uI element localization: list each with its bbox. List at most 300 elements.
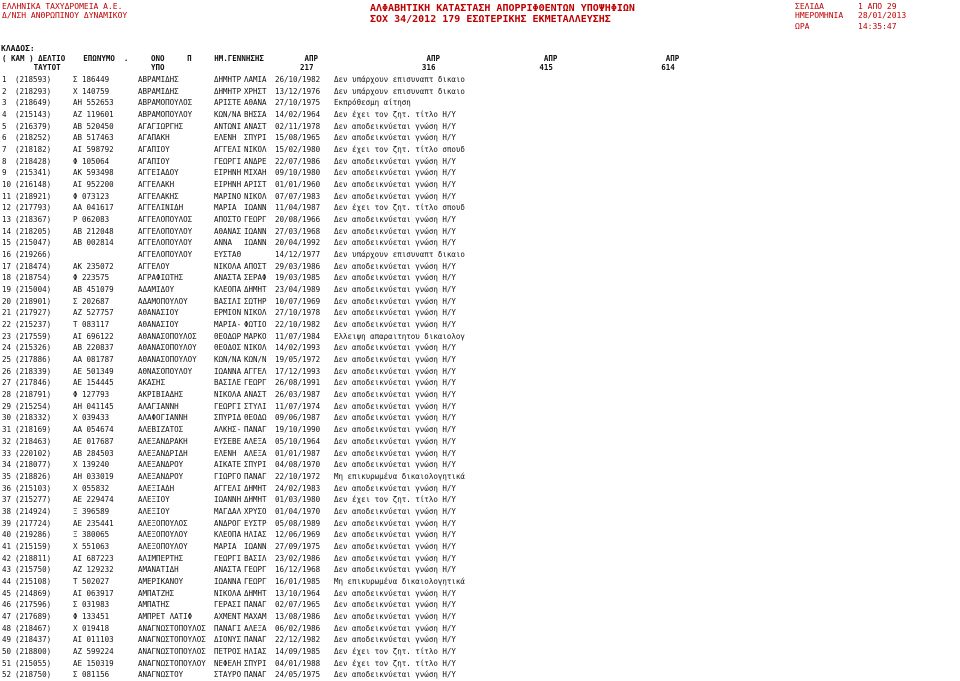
klados-label: ΚΛΑΔΟΣ:	[1, 44, 35, 53]
row-number: 10	[2, 180, 12, 190]
row-number: 9	[2, 168, 7, 178]
id-card: Ρ 062083	[73, 215, 110, 225]
surname: ΑΛΙΜΠΕΡΤΗΣ	[138, 553, 184, 563]
birth-date: 05/10/1964	[275, 436, 321, 446]
father-name: ΚΩΝ/Ν	[244, 355, 267, 365]
surname: ΑΛΕΞΟΠΟΥΛΟΥ	[138, 530, 188, 540]
father-name: ΠΑΝΑΓ	[244, 670, 267, 680]
birth-date: 05/08/1989	[275, 518, 321, 528]
id-card: Σ 031983	[73, 600, 110, 610]
birth-date: 20/08/1966	[275, 215, 321, 225]
id-card: ΑΗ 552653	[73, 98, 114, 108]
table-row	[0, 249, 960, 261]
table-row	[0, 354, 960, 366]
father-name: ΑΛΕΞΑ	[244, 436, 267, 446]
rejection-reason: Δεν αποδεικνύεται γνώση Η/Υ	[334, 541, 456, 551]
father-name: ΙΩΑΝΝ	[244, 203, 267, 213]
father-name: ΧΡΗΣΤ	[244, 86, 267, 96]
table-row	[0, 342, 960, 354]
birth-date: 15/08/1965	[275, 133, 321, 143]
birth-date: 01/01/1960	[275, 180, 321, 190]
applicant-code: (218791)	[15, 390, 52, 400]
surname: ΑΒΡΑΜΙΔΗΣ	[138, 86, 179, 96]
id-card: Φ 105064	[73, 156, 110, 166]
surname: ΑΛΑΓΙΑΝΝΗ	[138, 401, 179, 411]
row-number: 13	[2, 215, 12, 225]
first-name: ΑΠΟΣΤΟ	[214, 215, 242, 225]
table-row	[0, 658, 960, 670]
first-name: ΔΙΟΝΥΣ	[214, 635, 242, 645]
surname: ΑΜΠΑΤΖΗΣ	[138, 588, 175, 598]
applicant-code: (216148)	[15, 180, 52, 190]
father-name: ΜΑΡΚΟ	[244, 331, 267, 341]
table-row	[0, 424, 960, 436]
applicant-code: (215159)	[15, 541, 52, 551]
surname: ΑΛΕΞΑΝΔΡΙΔΗ	[138, 448, 188, 458]
row-number: 45	[2, 588, 12, 598]
rejection-reason: Δεν αποδεικνύεται γνώση Η/Υ	[334, 623, 456, 633]
row-number: 2	[2, 86, 7, 96]
father-name: ΣΤΥΛΙ	[244, 401, 267, 411]
rejection-reason: Δεν έχει τον ζητ. τίτλο σπουδ	[334, 203, 465, 213]
applicant-code: (217793)	[15, 203, 52, 213]
report-title: ΑΛΦΑΒΗΤΙΚΗ ΚΑΤΑΣΤΑΣΗ ΑΠΟΡΡΙΦΘΕΝΤΩΝ ΥΠΟΨΗΦΙΩΝ	[370, 3, 635, 14]
birth-date: 13/08/1986	[275, 611, 321, 621]
applicant-code: (218463)	[15, 436, 52, 446]
surname: ΑΛΕΒΙΖΑΤΟΣ	[138, 425, 184, 435]
table-row	[0, 553, 960, 565]
id-card: ΑΖ 599224	[73, 646, 114, 656]
father-name: ΑΛΕΞΑ	[244, 448, 267, 458]
id-card: ΑΑ 081787	[73, 355, 114, 365]
first-name: ΘΕΟΔΩΡ	[214, 331, 242, 341]
father-name: ΠΑΝΑΓ	[244, 425, 267, 435]
row-number: 32	[2, 436, 12, 446]
rejection-reason: Μη επικυρωμένα δικαιολογητικά	[334, 576, 465, 586]
surname: ΑΓΓΕΙΑΔΟΥ	[138, 168, 179, 178]
applicant-code: (218169)	[15, 425, 52, 435]
rejection-reason: Δεν αποδεικνύεται γνώση Η/Υ	[334, 308, 456, 318]
surname: ΑΝΑΓΝΩΣΤΟΠΟΥΛΟΣ	[138, 635, 206, 645]
rejection-reason: Δεν αποδεικνύεται γνώση Η/Υ	[334, 483, 456, 493]
first-name: ΑΓΓΕΛΙ	[214, 483, 242, 493]
row-number: 28	[2, 390, 12, 400]
id-card: Σ 186449	[73, 75, 110, 84]
first-name: ΙΩΑΝΝΑ	[214, 576, 242, 586]
row-number: 7	[2, 145, 7, 155]
row-number: 27	[2, 378, 12, 388]
applicant-code: (215103)	[15, 483, 52, 493]
applicant-code: (217886)	[15, 355, 52, 365]
id-card: Χ 140759	[73, 86, 110, 96]
rejection-reason: Δεν αποδεικνύεται γνώση Η/Υ	[334, 273, 456, 283]
table-row	[0, 366, 960, 378]
birth-date: 26/03/1987	[275, 390, 321, 400]
first-name: ΜΑΡΙΑ	[214, 541, 237, 551]
applicant-code: (219286)	[15, 530, 52, 540]
rejection-reason: Ελλειψη απαραιτητου δικαιολογ	[334, 331, 465, 341]
table-row	[0, 389, 960, 401]
surname: ΑΘΑΝΑΣΟΠΟΥΛΟΥ	[138, 355, 197, 365]
column-header-line-2: ΤΑΥΤΟΤ ΥΠΟ 217 316 415 614	[2, 63, 675, 72]
row-number: 47	[2, 611, 12, 621]
rejection-reason: Δεν αποδεικνύεται γνώση Η/Υ	[334, 320, 456, 330]
father-name: ΑΝΑΣΤ	[244, 390, 267, 400]
surname: ΑΓΑΠΑΚΗ	[138, 133, 170, 143]
first-name: ΓΙΩΡΓΟ	[214, 471, 242, 481]
row-number: 39	[2, 518, 12, 528]
id-card: ΑΚ 235072	[73, 261, 114, 271]
applicant-code: (218293)	[15, 86, 52, 96]
first-name: ΓΕΩΡΓΙ	[214, 401, 242, 411]
birth-date: 24/05/1975	[275, 670, 321, 680]
birth-date: 27/09/1975	[275, 541, 321, 551]
row-number: 22	[2, 320, 12, 330]
birth-date: 09/10/1980	[275, 168, 321, 178]
id-card: ΑΒ 520450	[73, 121, 114, 131]
surname: ΑΜΕΡΙΚΑΝΟΥ	[138, 576, 184, 586]
first-name: ΑΝΑΣΤΑ	[214, 273, 242, 283]
surname: ΑΝΑΓΝΩΣΤΟΠΟΥΛΟΣ	[138, 646, 206, 656]
row-number: 12	[2, 203, 12, 213]
table-row	[0, 156, 960, 168]
id-card: ΑΙ 952200	[73, 180, 114, 190]
page-value: 1 ΑΠΟ 29	[858, 2, 897, 11]
row-number: 30	[2, 413, 12, 423]
id-card: ΑΕ 501349	[73, 366, 114, 376]
applicant-code: (215055)	[15, 658, 52, 668]
surname: ΑΚΑΣΗΣ	[138, 378, 166, 388]
first-name: ΑΙΚΑΤΕ	[214, 460, 242, 470]
father-name: ΠΑΝΑΓ	[244, 600, 267, 610]
row-number: 20	[2, 296, 12, 306]
rejection-reason: Δεν έχει τον ζητ. τίτλο σπουδ	[334, 145, 465, 155]
surname: ΑΓΓΕΛΟΠΟΥΛΟΣ	[138, 215, 193, 225]
applicant-code: (217689)	[15, 611, 52, 621]
table-row	[0, 588, 960, 600]
first-name: ΜΑΡΙΑ	[214, 203, 237, 213]
birth-date: 27/03/1968	[275, 226, 321, 236]
first-name: ΕΛΕΝΗ	[214, 133, 237, 143]
applicant-code: (218339)	[15, 366, 52, 376]
father-name: ΑΝΑΣΤ	[244, 121, 267, 131]
rejection-reason: Δεν αποδεικνύεται γνώση Η/Υ	[334, 635, 456, 645]
rejection-reason: Δεν αποδεικνύεται γνώση Η/Υ	[334, 215, 456, 225]
org-line-2: Δ/ΝΣΗ ΑΝΘΡΩΠΙΝΟΥ ΔΥΝΑΜΙΚΟΥ	[2, 11, 128, 20]
rejection-reason: Δεν υπάρχουν επισυναπτ δικαιο	[334, 86, 465, 96]
applicant-table	[0, 74, 960, 681]
applicant-code: (218428)	[15, 156, 52, 166]
id-card: ΑΑ 041617	[73, 203, 114, 213]
father-name: ΜΑΧΑΜ	[244, 611, 267, 621]
row-number: 24	[2, 343, 12, 353]
row-number: 36	[2, 483, 12, 493]
birth-date: 11/04/1987	[275, 203, 321, 213]
rejection-reason: Δεν αποδεικνύεται γνώση Η/Υ	[334, 401, 456, 411]
id-card: ΑΒ 220837	[73, 343, 114, 353]
father-name: ΑΝΔΡΕ	[244, 156, 267, 166]
surname: ΑΛΕΞΟΠΟΥΛΟΣ	[138, 518, 188, 528]
first-name: ΓΕΩΡΓΙ	[214, 553, 242, 563]
id-card: ΑΖ 129232	[73, 565, 114, 575]
row-number: 42	[2, 553, 12, 563]
id-card: ΑΙ 687223	[73, 553, 114, 563]
rejection-reason: Δεν αποδεικνύεται γνώση Η/Υ	[334, 121, 456, 131]
rejection-reason: Δεν αποδεικνύεται γνώση Η/Υ	[334, 530, 456, 540]
table-row	[0, 167, 960, 179]
birth-date: 04/01/1988	[275, 658, 321, 668]
applicant-code: (218467)	[15, 623, 52, 633]
surname: ΑΓΓΕΛΟΠΟΥΛΟΥ	[138, 238, 193, 248]
birth-date: 22/12/1982	[275, 635, 321, 645]
first-name: ΓΕΡΑΣΙ	[214, 600, 242, 610]
id-card: ΑΖ 119601	[73, 110, 114, 120]
father-name: ΑΓΓΕΛ	[244, 366, 267, 376]
father-name: ΗΛΙΑΣ	[244, 646, 267, 656]
row-number: 14	[2, 226, 12, 236]
rejection-reason: Δεν έχει τον ζητ. τίτλο Η/Υ	[334, 646, 456, 656]
id-card: ΑΕ 235441	[73, 518, 114, 528]
rejection-reason: Δεν αποδεικνύεται γνώση Η/Υ	[334, 168, 456, 178]
birth-date: 12/06/1969	[275, 530, 321, 540]
first-name: ΝΙΚΟΛΑ	[214, 261, 242, 271]
applicant-code: (217596)	[15, 600, 52, 610]
father-name: ΣΠΥΡΙ	[244, 460, 267, 470]
row-number: 15	[2, 238, 12, 248]
id-card: ΑΙ 011103	[73, 635, 114, 645]
rejection-reason: Δεν αποδεικνύεται γνώση Η/Υ	[334, 518, 456, 528]
table-row	[0, 634, 960, 646]
table-row	[0, 86, 960, 98]
birth-date: 10/07/1969	[275, 296, 321, 306]
applicant-code: (218593)	[15, 75, 52, 84]
surname: ΑΛΕΞΟΠΟΥΛΟΥ	[138, 541, 188, 551]
table-row	[0, 214, 960, 226]
table-row	[0, 494, 960, 506]
id-card: Ξ 396589	[73, 506, 110, 516]
rejection-reason: Δεν αποδεικνύεται γνώση Η/Υ	[334, 425, 456, 435]
rejection-reason: Δεν αποδεικνύεται γνώση Η/Υ	[334, 413, 456, 423]
table-row	[0, 144, 960, 156]
applicant-code: (218252)	[15, 133, 52, 143]
birth-date: 22/10/1972	[275, 471, 321, 481]
surname: ΑΓΑΠΙΟΥ	[138, 156, 170, 166]
row-number: 4	[2, 110, 7, 120]
surname: ΑΔΑΜΙΔΟΥ	[138, 285, 175, 295]
surname: ΑΒΡΑΜΙΔΗΣ	[138, 75, 179, 84]
id-card: ΑΒ 517463	[73, 133, 114, 143]
surname: ΑΓΓΕΛΟΥ	[138, 261, 170, 271]
row-number: 49	[2, 635, 12, 645]
table-row	[0, 564, 960, 576]
father-name: ΙΩΑΝΝ	[244, 541, 267, 551]
row-number: 43	[2, 565, 12, 575]
surname: ΑΛΑΦΟΓΙΑΝΝΗ	[138, 413, 188, 423]
rejection-reason: Δεν αποδεικνύεται γνώση Η/Υ	[334, 366, 456, 376]
birth-date: 14/02/1964	[275, 110, 321, 120]
id-card: ΑΚ 593498	[73, 168, 114, 178]
father-name: ΦΩΤΙΟ	[244, 320, 267, 330]
first-name: ΚΛΕΟΠΑ	[214, 530, 242, 540]
rejection-reason: Δεν αποδεικνύεται γνώση Η/Υ	[334, 588, 456, 598]
father-name: ΣΩΤΗΡ	[244, 296, 267, 306]
row-number: 23	[2, 331, 12, 341]
row-number: 11	[2, 191, 12, 201]
surname: ΑΝΑΓΝΩΣΤΟΠΟΥΛΟΥ	[138, 658, 206, 668]
id-card: ΑΗ 033019	[73, 471, 114, 481]
applicant-code: (218649)	[15, 98, 52, 108]
birth-date: 27/10/1975	[275, 98, 321, 108]
table-row	[0, 97, 960, 109]
id-card: Τ 502027	[73, 576, 110, 586]
applicant-code: (215143)	[15, 110, 52, 120]
surname: ΑΛΕΞΑΝΔΡΑΚΗ	[138, 436, 188, 446]
rejection-reason: Δεν αποδεικνύεται γνώση Η/Υ	[334, 355, 456, 365]
table-row	[0, 272, 960, 284]
birth-date: 15/02/1980	[275, 145, 321, 155]
applicant-code: (218754)	[15, 273, 52, 283]
applicant-code: (218437)	[15, 635, 52, 645]
applicant-code: (218901)	[15, 296, 52, 306]
surname: ΑΘΑΝΑΣΙΟΥ	[138, 308, 179, 318]
first-name: ΚΩΝ/ΝΑ	[214, 110, 242, 120]
surname: ΑΜΑΝΑΤΙΔΗ	[138, 565, 179, 575]
row-number: 33	[2, 448, 12, 458]
father-name: ΙΩΑΝΝ	[244, 226, 267, 236]
birth-date: 07/07/1983	[275, 191, 321, 201]
birth-date: 14/02/1993	[275, 343, 321, 353]
applicant-code: (218826)	[15, 471, 52, 481]
first-name: ΑΝΔΡΟΓ	[214, 518, 242, 528]
first-name: ΑΛΚΗΣ-	[214, 425, 242, 435]
rejection-reason: Δεν αποδεικνύεται γνώση Η/Υ	[334, 506, 456, 516]
first-name: ΚΩΝ/ΝΑ	[214, 355, 242, 365]
father-name: ΙΩΑΝΝ	[244, 238, 267, 248]
rejection-reason: Δεν αποδεικνύεται γνώση Η/Υ	[334, 448, 456, 458]
id-card: ΑΒ 284503	[73, 448, 114, 458]
father-name: ΑΠΟΣΤ	[244, 261, 267, 271]
first-name: ΕΥΣΤΑΘ	[214, 250, 242, 260]
rejection-reason: Δεν αποδεικνύεται γνώση Η/Υ	[334, 133, 456, 143]
id-card: ΑΙ 598792	[73, 145, 114, 155]
birth-date: 26/08/1991	[275, 378, 321, 388]
first-name: ΑΧΜΕΝΤ	[214, 611, 242, 621]
rejection-reason: Δεν αποδεικνύεται γνώση Η/Υ	[334, 343, 456, 353]
applicant-code: (217927)	[15, 308, 52, 318]
first-name: ΑΝΝΑ	[214, 238, 233, 248]
rejection-reason: Δεν αποδεικνύεται γνώση Η/Υ	[334, 600, 456, 610]
rejection-reason: Μη επικυρωμένα δικαιολογητικά	[334, 471, 465, 481]
table-row	[0, 471, 960, 483]
birth-date: 13/10/1964	[275, 588, 321, 598]
row-number: 1	[2, 75, 7, 84]
father-name: ΑΛΕΞΑ	[244, 623, 267, 633]
row-number: 46	[2, 600, 12, 610]
row-number: 44	[2, 576, 12, 586]
applicant-code: (218921)	[15, 191, 52, 201]
surname: ΑΛΕΞΑΝΔΡΟΥ	[138, 460, 184, 470]
time-label: ΩΡΑ	[795, 22, 810, 31]
applicant-code: (215108)	[15, 576, 52, 586]
first-name: ΓΕΩΡΓΙ	[214, 156, 242, 166]
id-card: ΑΒ 212048	[73, 226, 114, 236]
table-row	[0, 518, 960, 530]
table-row	[0, 261, 960, 273]
id-card: Σ 202687	[73, 296, 110, 306]
surname: ΑΓΑΠΙΟΥ	[138, 145, 170, 155]
surname: ΑΜΠΑΤΗΣ	[138, 600, 170, 610]
birth-date: 16/01/1985	[275, 576, 321, 586]
surname: ΑΓΓΕΛΑΚΗ	[138, 180, 175, 190]
father-name: ΛΑΜΙΑ	[244, 75, 267, 84]
id-card: Χ 551063	[73, 541, 110, 551]
id-card: Ξ 380065	[73, 530, 110, 540]
first-name: ΝΙΚΟΛΑ	[214, 588, 242, 598]
birth-date: 01/03/1980	[275, 495, 321, 505]
rejection-reason: Δεν αποδεικνύεται γνώση Η/Υ	[334, 285, 456, 295]
table-row	[0, 307, 960, 319]
applicant-code: (215277)	[15, 495, 52, 505]
row-number: 8	[2, 156, 7, 166]
applicant-code: (215237)	[15, 320, 52, 330]
table-row	[0, 121, 960, 133]
table-row	[0, 576, 960, 588]
page-label: ΣΕΛΙΔΑ	[795, 2, 824, 11]
table-row	[0, 448, 960, 460]
surname: ΑΓΓΕΛΙΝΙΔΗ	[138, 203, 184, 213]
table-row	[0, 109, 960, 121]
table-row	[0, 331, 960, 343]
applicant-code: (215004)	[15, 285, 52, 295]
surname: ΑΝΑΓΝΩΣΤΟΥ	[138, 670, 184, 680]
birth-date: 09/06/1987	[275, 413, 321, 423]
surname: ΑΛΕΞΙΟΥ	[138, 495, 170, 505]
rejection-reason: Δεν αποδεικνύεται γνώση Η/Υ	[334, 553, 456, 563]
birth-date: 16/12/1968	[275, 565, 321, 575]
table-row	[0, 436, 960, 448]
rejection-reason: Δεν έχει τον ζητ. τίτλο Η/Υ	[334, 495, 456, 505]
first-name: ΕΡΜΙΟΝ	[214, 308, 242, 318]
rejection-reason: Δεν αποδεικνύεται γνώση Η/Υ	[334, 565, 456, 575]
id-card: ΑΙ 063917	[73, 588, 114, 598]
birth-date: 17/12/1993	[275, 366, 321, 376]
first-name: ΣΠΥΡΙΔ	[214, 413, 242, 423]
father-name: ΠΑΝΑΓ	[244, 635, 267, 645]
surname: ΑΝΑΓΝΩΣΤΟΠΟΥΛΟΣ	[138, 623, 206, 633]
applicant-code: (218474)	[15, 261, 52, 271]
birth-date: 14/12/1977	[275, 250, 321, 260]
id-card: Χ 039433	[73, 413, 110, 423]
birth-date: 06/02/1986	[275, 623, 321, 633]
row-number: 17	[2, 261, 12, 271]
surname: ΑΛΕΞΙΟΥ	[138, 506, 170, 516]
org-line-1: ΕΛΛΗΝΙΚΑ ΤΑΧΥΔΡΟΜΕΙΑ Α.Ε.	[2, 2, 123, 11]
first-name: ΝΕΦΕΛΗ	[214, 658, 242, 668]
id-card: Φ 073123	[73, 191, 110, 201]
date-label: ΗΜΕΡΟΜΗΝΙΑ	[795, 11, 844, 20]
row-number: 5	[2, 121, 7, 131]
id-card: Σ 081156	[73, 670, 110, 680]
row-number: 51	[2, 658, 12, 668]
father-name: ΝΙΚΟΛ	[244, 191, 267, 201]
table-row	[0, 132, 960, 144]
applicant-code: (218750)	[15, 670, 52, 680]
row-number: 29	[2, 401, 12, 411]
table-row	[0, 319, 960, 331]
rejection-reason: Δεν έχει τον ζητ. τίτλο Η/Υ	[334, 110, 456, 120]
surname: ΑΜΠΡΕΤ ΛΑΤΙΦ	[138, 611, 193, 621]
father-name: ΕΥΣΤΡ	[244, 518, 267, 528]
